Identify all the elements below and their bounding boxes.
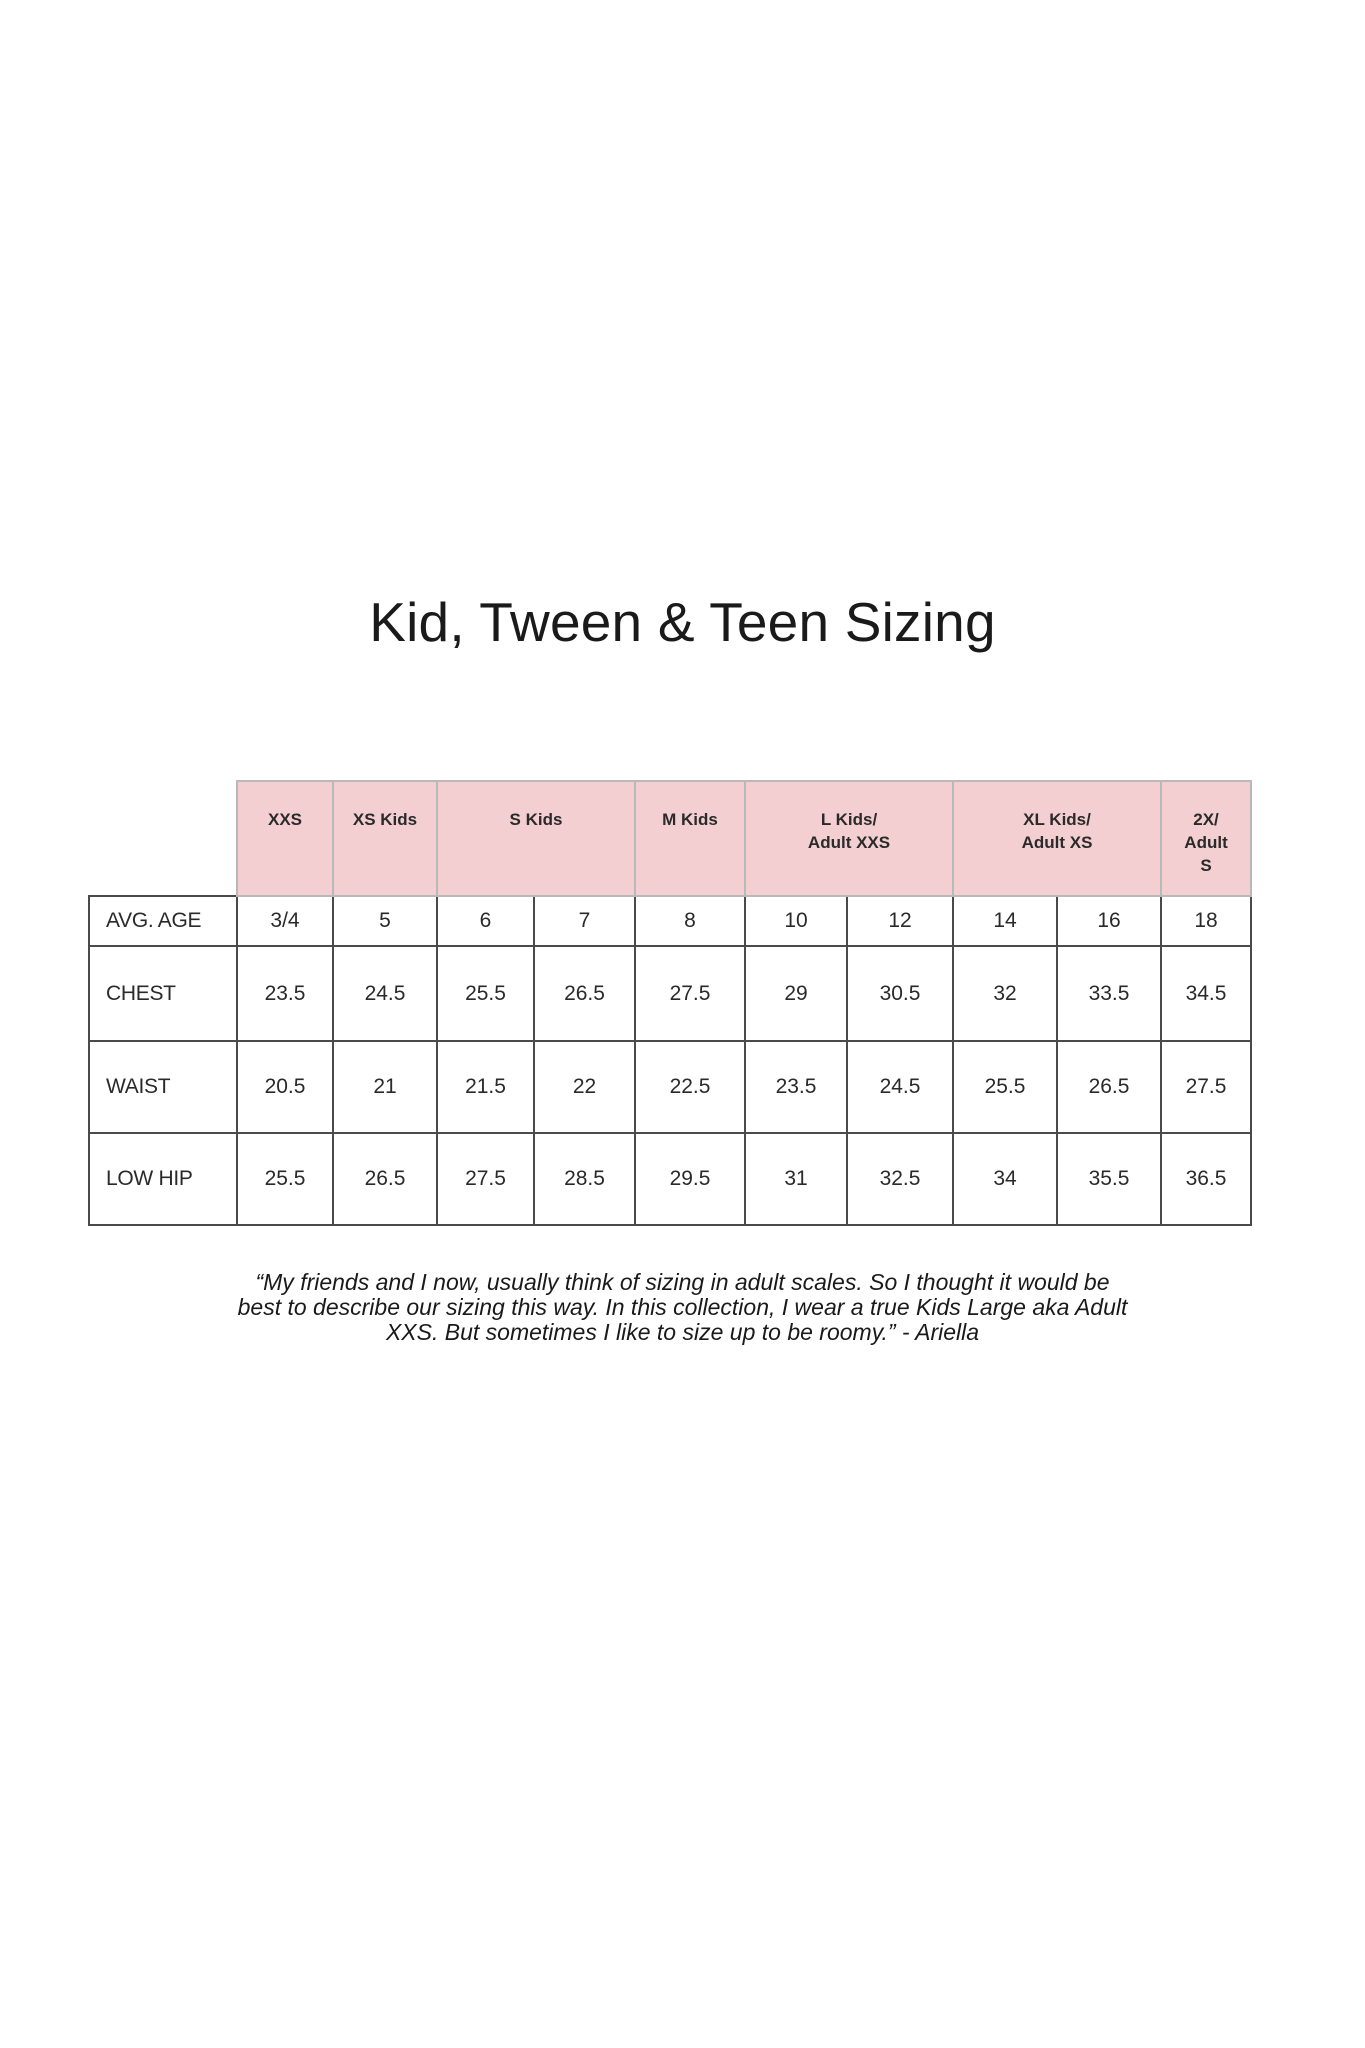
size-header-l-kids: L Kids/ Adult XXS: [745, 781, 953, 896]
table-cell: 31: [745, 1133, 847, 1225]
table-cell: 35.5: [1057, 1133, 1161, 1225]
page-title: Kid, Tween & Teen Sizing: [369, 591, 996, 653]
size-header-xxs: XXS: [237, 781, 333, 896]
table-cell: 27.5: [1161, 1041, 1251, 1133]
table-cell: 36.5: [1161, 1133, 1251, 1225]
table-cell: 16: [1057, 896, 1161, 946]
table-cell: 7: [534, 896, 635, 946]
table-cell: 21: [333, 1041, 437, 1133]
table-cell: 24.5: [847, 1041, 953, 1133]
table-cell: 26.5: [1057, 1041, 1161, 1133]
table-cell: 34: [953, 1133, 1057, 1225]
table-cell: 24.5: [333, 946, 437, 1041]
size-header-m-kids: M Kids: [635, 781, 745, 896]
table-cell: 18: [1161, 896, 1251, 946]
table-cell: 30.5: [847, 946, 953, 1041]
table-cell: 29.5: [635, 1133, 745, 1225]
table-cell: 23.5: [745, 1041, 847, 1133]
table-cell: 33.5: [1057, 946, 1161, 1041]
table-cell: 20.5: [237, 1041, 333, 1133]
table-cell: 25.5: [437, 946, 534, 1041]
table-cell: 34.5: [1161, 946, 1251, 1041]
table-cell: 29: [745, 946, 847, 1041]
size-header-s-kids: S Kids: [437, 781, 635, 896]
ariella-quote: [0, 1270, 1365, 1345]
table-cell: 25.5: [237, 1133, 333, 1225]
row-label: AVG. AGE: [89, 896, 237, 946]
table-cell: 8: [635, 896, 745, 946]
table-cell: 32.5: [847, 1133, 953, 1225]
table-cell: 10: [745, 896, 847, 946]
table-cell: 25.5: [953, 1041, 1057, 1133]
quote-line: XXS. But sometimes I like to size up to be roomy.” - Ariella: [385, 1319, 980, 1345]
table-cell: 32: [953, 946, 1057, 1041]
table-cell: 23.5: [237, 946, 333, 1041]
table-cell: 6: [437, 896, 534, 946]
row-label: LOW HIP: [89, 1133, 237, 1225]
size-header-2x: 2X/ Adult S: [1161, 781, 1251, 896]
table-row: [89, 946, 1251, 1041]
table-cell: 26.5: [333, 1133, 437, 1225]
table-cell: 27.5: [437, 1133, 534, 1225]
table-row: [89, 1133, 1251, 1225]
row-label: CHEST: [89, 946, 237, 1041]
table-row: [89, 1041, 1251, 1133]
size-header-xl-kids: XL Kids/ Adult XS: [953, 781, 1161, 896]
table-cell: 14: [953, 896, 1057, 946]
size-header-row: [89, 781, 1251, 896]
table-row: [89, 896, 1251, 946]
table-cell: 28.5: [534, 1133, 635, 1225]
table-cell: 22.5: [635, 1041, 745, 1133]
blank-corner-cell: [89, 781, 237, 896]
size-chart-table: [88, 780, 1252, 1226]
quote-line: “My friends and I now, usually think of sizing in adult scales. So I thought it would be: [255, 1269, 1110, 1295]
quote-line: best to describe our sizing this way. In this collection, I wear a true Kids Large aka Adult: [237, 1294, 1128, 1320]
table-cell: 26.5: [534, 946, 635, 1041]
table-cell: 12: [847, 896, 953, 946]
table-cell: 22: [534, 1041, 635, 1133]
table-cell: 27.5: [635, 946, 745, 1041]
size-header-xs-kids: XS Kids: [333, 781, 437, 896]
table-cell: 3/4: [237, 896, 333, 946]
table-cell: 21.5: [437, 1041, 534, 1133]
row-label: WAIST: [89, 1041, 237, 1133]
table-cell: 5: [333, 896, 437, 946]
